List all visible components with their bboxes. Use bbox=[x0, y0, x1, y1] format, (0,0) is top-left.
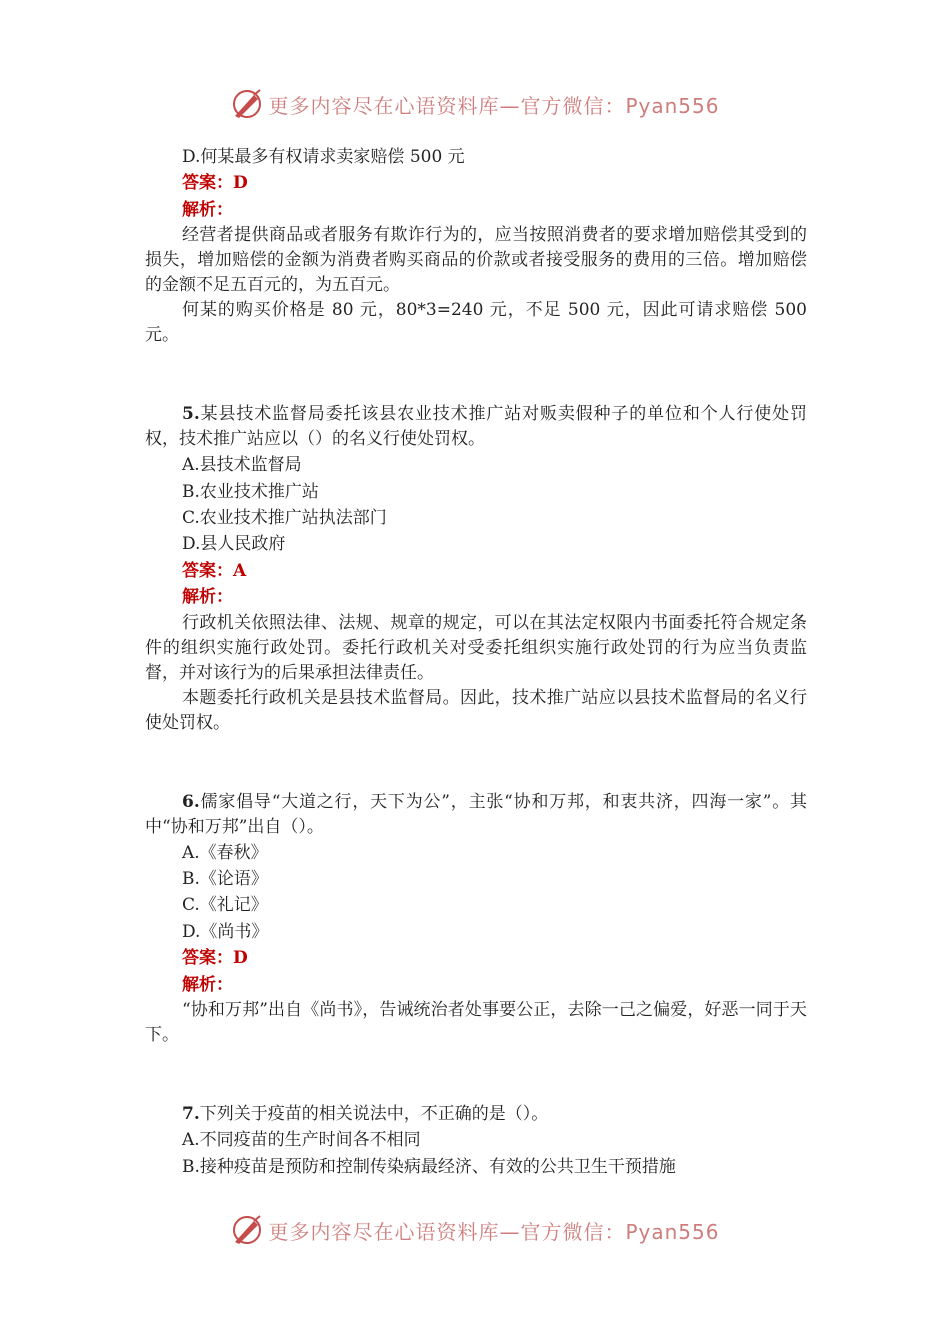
intro-analysis-label: 解析： bbox=[182, 199, 233, 220]
question-5-option-c: C.农业技术推广站执法部门 bbox=[182, 508, 387, 529]
banner-text: 更多内容尽在心语资料库—官方微信：Pyan556 bbox=[268, 1219, 720, 1244]
question-5-option-b: B.农业技术推广站 bbox=[182, 481, 319, 502]
intro-answer: 答案：D bbox=[182, 173, 248, 194]
question-7-option-a: A.不同疫苗的生产时间各不相同 bbox=[182, 1130, 421, 1151]
question-5-analysis-label: 解析： bbox=[182, 587, 233, 608]
intro-option-d: D.何某最多有权请求卖家赔偿 500 元 bbox=[182, 147, 465, 167]
question-7-text: 7.下列关于疫苗的相关说法中，不正确的是（）。 bbox=[182, 1104, 549, 1125]
question-6-option-a: A.《春秋》 bbox=[182, 842, 268, 863]
question-5-text: 5.某县技术监督局委托该县农业技术推广站对贩卖假种子的单位和个人行使处罚权，技术推广站应以（）的名义行使处罚权。 bbox=[145, 404, 807, 450]
question-5-option-a: A.县技术监督局 bbox=[182, 455, 302, 476]
document-body bbox=[145, 144, 807, 1180]
question-5-analysis-paragraph: 行政机关依照法律、法规、规章的规定，可以在其法定权限内书面委托符合规定条件的组织实施行政处罚。委托行政机关对受委托组织实施行政处罚的行为应当负责监督，并对该行为的后果承担法律责任。 bbox=[145, 612, 807, 683]
question-number: 7. bbox=[182, 1104, 200, 1125]
question-5-option-d: D.县人民政府 bbox=[182, 534, 286, 555]
intro-paragraph: 经营者提供商品或者服务有欺诈行为的，应当按照消费者的要求增加赔偿其受到的损失，增加赔偿的金额为消费者购买商品的价款或者接受服务的费用的三倍。增加赔偿的金额不足五百元的，为五百元。 bbox=[145, 225, 807, 296]
question-number: 5. bbox=[182, 404, 200, 425]
intro-paragraph: 何某的购买价格是 80 元，80*3=240 元，不足 500 元，因此可请求赔偿 500 元。 bbox=[145, 300, 807, 346]
banner-text: 更多内容尽在心语资料库—官方微信：Pyan556 bbox=[268, 93, 720, 118]
footer-banner bbox=[0, 1212, 950, 1248]
question-number: 6. bbox=[182, 791, 200, 812]
question-6-text: 6.儒家倡导“大道之行，天下为公”，主张“协和万邦，和衷共济，四海一家”。其中“协和万邦”出自（）。 bbox=[145, 791, 807, 837]
question-6-analysis-paragraph: “协和万邦”出自《尚书》，告诫统治者处事要公正，去除一己之偏爱，好恶一同于天下。 bbox=[145, 1000, 807, 1046]
question-5-analysis-paragraph: 本题委托行政机关是县技术监督局。因此，技术推广站应以县技术监督局的名义行使处罚权。 bbox=[145, 687, 807, 733]
header-banner bbox=[0, 86, 950, 122]
question-6-answer: 答案：D bbox=[182, 948, 248, 969]
question-6-analysis-label: 解析： bbox=[182, 974, 233, 995]
question-6-option-c: C.《礼记》 bbox=[182, 895, 268, 916]
pen-logo-icon bbox=[230, 87, 264, 121]
pen-logo-icon bbox=[230, 1213, 264, 1247]
question-6-option-d: D.《尚书》 bbox=[182, 921, 269, 942]
question-5-answer: 答案：A bbox=[182, 560, 247, 581]
question-6-option-b: B.《论语》 bbox=[182, 869, 268, 890]
question-7-option-b: B.接种疫苗是预防和控制传染病最经济、有效的公共卫生干预措施 bbox=[182, 1156, 676, 1177]
